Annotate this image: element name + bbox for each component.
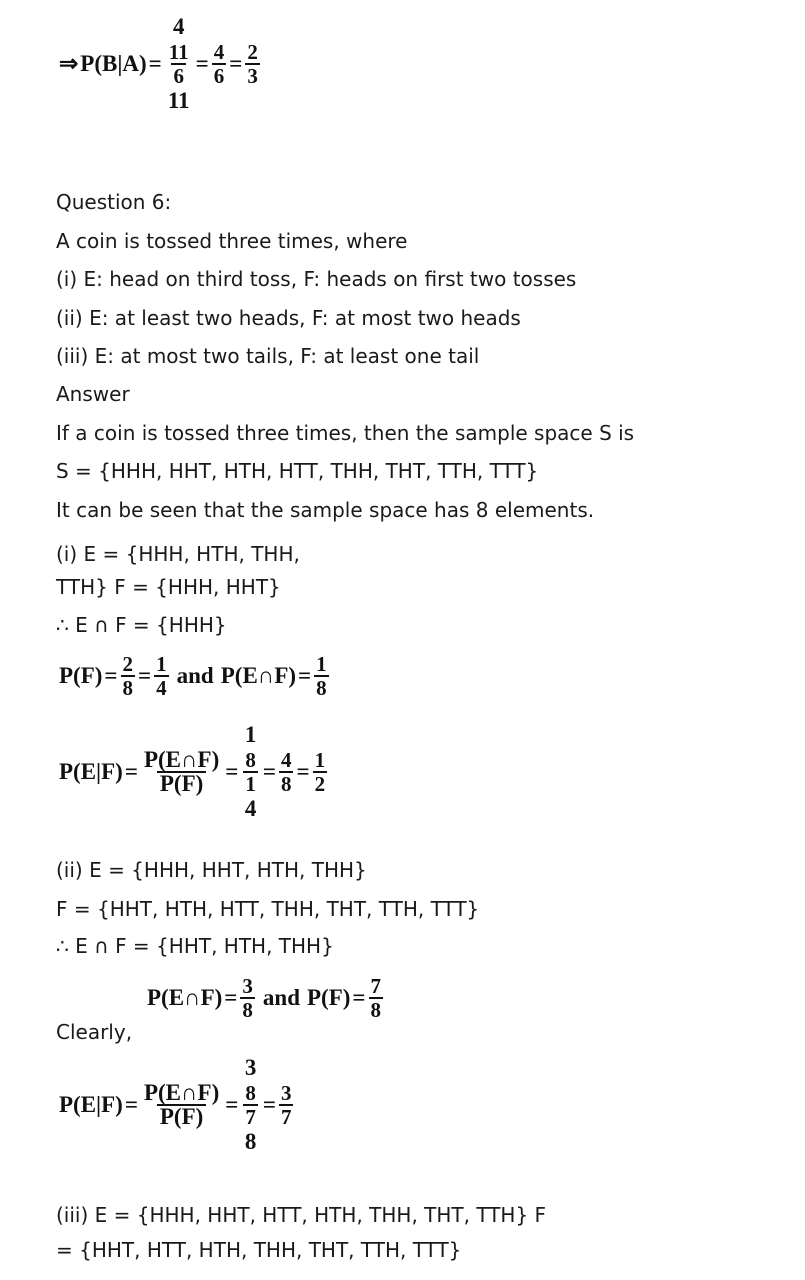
formula-fraction (141, 749, 222, 795)
fraction-4-8 (279, 750, 294, 794)
pef-label: P(E∩F) (220, 663, 297, 688)
fraction-denominator: 7 (280, 1105, 292, 1129)
equals-sign: = (104, 663, 118, 688)
inner-fraction (243, 748, 258, 796)
fraction-numerator: P(E∩F) (143, 747, 220, 772)
implies-symbol: ⇒ (59, 51, 79, 76)
fraction-denominator: 8 (280, 772, 292, 796)
equals-sign: = (298, 663, 312, 688)
pf-label: P(F) (59, 663, 103, 688)
fraction-denominator: 8 (122, 676, 134, 700)
fraction-numerator: 7 (370, 974, 382, 998)
fraction-denominator: P(F) (157, 771, 206, 795)
equals-sign: = (296, 759, 310, 784)
part-ii-event-f: F = {HHT, HTH, HTT, THH, THT, TTH, TTT} (56, 897, 480, 921)
part-ii-probabilities (146, 976, 385, 1020)
fraction-3-7 (279, 1083, 294, 1127)
fraction-denominator: 6 (213, 64, 225, 88)
fraction-numerator: 4 (280, 748, 292, 772)
part-i-event-e: (i) E = {HHH, HTH, THH, (56, 542, 300, 566)
pba-equation (58, 14, 262, 114)
nested-fraction (241, 722, 260, 822)
fraction-denominator: 3 (247, 64, 258, 88)
equals-sign: = (262, 1092, 276, 1117)
fraction-1-4 (154, 654, 169, 698)
fraction-denominator: 2 (314, 772, 326, 796)
fraction-2-3 (245, 42, 260, 86)
part-i-conditional (58, 722, 329, 822)
formula-fraction (141, 1082, 222, 1128)
equals-sign: = (224, 985, 238, 1010)
fraction-numerator: P(E∩F) (143, 1080, 220, 1105)
fraction-1-2 (313, 750, 328, 794)
question-intro: A coin is tossed three times, where (56, 229, 408, 253)
fraction-numerator: 1 (156, 652, 167, 676)
outer-numerator: 1 (244, 722, 257, 747)
sample-space-count: It can be seen that the sample space has 8 elements. (56, 498, 595, 522)
pba-inner-denominator: 6 (173, 64, 184, 88)
equals-sign: = (229, 51, 243, 76)
part-iii-event-e: (iii) E = {HHH, HHT, HTT, HTH, THH, THT, TTH} F (56, 1203, 547, 1227)
sample-space-set: S = {HHH, HHT, HTH, HTT, THH, THT, TTH, TTT} (56, 459, 539, 483)
and-word: and (176, 663, 214, 688)
fraction-numerator: 2 (122, 652, 134, 676)
question-part-iii: (iii) E: at most two tails, F: at least one tail (56, 344, 480, 368)
outer-denominator: 8 (244, 1129, 257, 1154)
fraction-1-8 (314, 654, 329, 698)
fraction-denominator: 8 (370, 998, 382, 1022)
question-part-ii: (ii) E: at least two heads, F: at most two heads (56, 306, 521, 330)
answer-heading: Answer (56, 382, 130, 406)
question-part-i: (i) E: head on third toss, F: heads on first two tosses (56, 267, 577, 291)
fraction-denominator: P(F) (157, 1104, 206, 1128)
question-heading: Question 6: (56, 190, 172, 214)
clearly-label: Clearly, (56, 1020, 133, 1044)
fraction-denominator: 1 (245, 772, 256, 796)
inner-fraction (243, 1081, 258, 1129)
and-word: and (262, 985, 300, 1010)
fraction-denominator: 8 (316, 676, 327, 700)
fraction-numerator: 8 (245, 1081, 256, 1105)
pba-outer-denominator: 11 (167, 88, 190, 113)
equals-sign: = (225, 759, 239, 784)
fraction-numerator: 2 (247, 40, 258, 64)
equals-sign: = (138, 663, 152, 688)
equals-sign: = (262, 759, 276, 784)
fraction-numerator: 1 (316, 652, 327, 676)
fraction-numerator: 1 (314, 748, 326, 772)
pf-label: P(F) (307, 985, 351, 1010)
equals-sign: = (225, 1092, 239, 1117)
equals-sign: = (195, 51, 209, 76)
pef-conditional-label: P(E|F) (59, 1092, 123, 1117)
fraction-numerator: 4 (213, 40, 225, 64)
equals-sign: = (352, 985, 366, 1010)
fraction-numerator: 3 (242, 974, 253, 998)
pef-conditional-label: P(E|F) (59, 759, 123, 784)
pba-nested-fraction (165, 14, 193, 114)
fraction-7-8 (369, 976, 384, 1020)
pba-lhs: P(B|A) (80, 51, 147, 76)
outer-denominator: 4 (244, 796, 257, 821)
part-iii-event-f: = {HHT, HTT, HTH, THH, THT, TTH, TTT} (56, 1238, 462, 1262)
fraction-4-6 (212, 42, 227, 86)
fraction-2-8 (121, 654, 136, 698)
fraction-denominator: 4 (156, 676, 167, 700)
nested-fraction (241, 1055, 260, 1155)
outer-numerator: 3 (244, 1055, 257, 1080)
pba-inner-fraction (167, 40, 191, 88)
pba-outer-numerator: 4 (172, 14, 185, 39)
part-ii-event-e: (ii) E = {HHH, HHT, HTH, THH} (56, 858, 367, 882)
part-ii-conditional (58, 1055, 295, 1155)
equals-sign: = (148, 51, 162, 76)
part-i-probabilities (58, 654, 331, 698)
pba-inner-numerator: 11 (168, 40, 189, 64)
equals-sign: = (124, 759, 138, 784)
part-ii-intersection: ∴ E ∩ F = {HHT, HTH, THH} (56, 934, 334, 958)
pef-label: P(E∩F) (147, 985, 223, 1010)
fraction-denominator: 7 (245, 1105, 256, 1129)
fraction-denominator: 8 (242, 998, 253, 1022)
equals-sign: = (124, 1092, 138, 1117)
sample-space-intro: If a coin is tossed three times, then the sample space S is (56, 421, 635, 445)
part-i-intersection: ∴ E ∩ F = {HHH} (56, 613, 227, 637)
fraction-numerator: 3 (280, 1081, 292, 1105)
fraction-3-8 (240, 976, 255, 1020)
part-i-event-f: TTH} F = {HHH, HHT} (56, 575, 281, 599)
fraction-numerator: 8 (245, 748, 256, 772)
